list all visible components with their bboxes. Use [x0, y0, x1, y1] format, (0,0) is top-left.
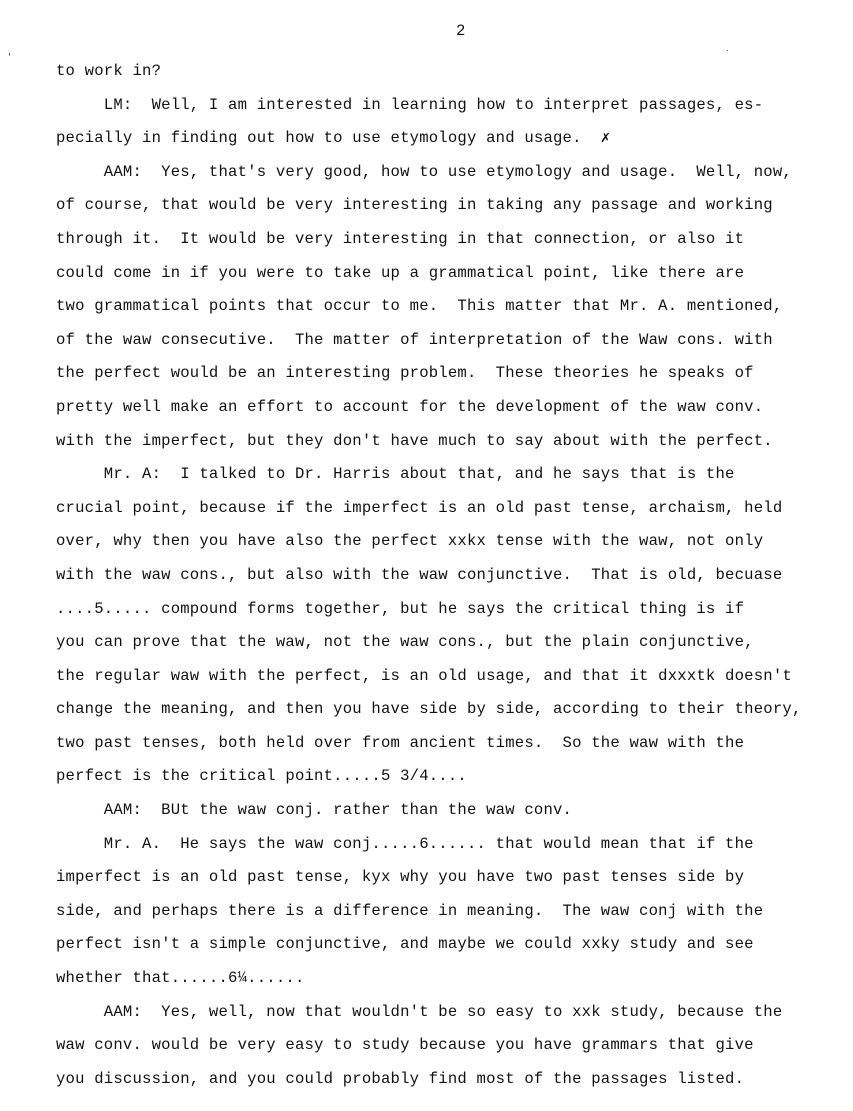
text-line: side, and perhaps there is a difference in meaning. The waw conj with the	[56, 901, 764, 920]
text-line: waw conv. would be very easy to study because you have grammars that give	[56, 1036, 754, 1055]
text-line: through it. It would be very interesting in that connection, or also it	[56, 229, 745, 248]
text-line: with the imperfect, but they don't have much to say about with the perfect.	[56, 431, 773, 450]
text-line: two grammatical points that occur to me. This matter that Mr. A. mentioned,	[56, 297, 783, 316]
text-line: pretty well make an effort to account for the development of the waw conv.	[56, 397, 764, 416]
text-line: could come in if you were to take up a grammatical point, like there are	[56, 263, 745, 282]
text-line: two past tenses, both held over from ancient times. So the waw with the	[56, 733, 745, 752]
text-line: ....5..... compound forms together, but he says the critical thing is if	[56, 599, 745, 618]
text-line: with the waw cons., but also with the waw conjunctive. That is old, becuase	[56, 565, 783, 584]
text-line: whether that......6¼......	[56, 969, 305, 988]
text-line: change the meaning, and then you have side by side, according to their theory,	[56, 700, 802, 719]
transcript-body	[56, 55, 846, 1096]
text-line: imperfect is an old past tense, kyx why you have two past tenses side by	[56, 868, 745, 887]
text-line: you discussion, and you could probably find most of the passages listed.	[56, 1069, 745, 1088]
text-line: to work in?	[56, 62, 162, 80]
text-line: you can prove that the waw, not the waw cons., but the plain conjunctive,	[56, 633, 754, 652]
text-line: perfect is the critical point.....5 3/4....	[56, 767, 467, 786]
text-line: of the waw consecutive. The matter of interpretation of the Waw cons. with	[56, 330, 773, 349]
text-line: crucial point, because if the imperfect is an old past tense, archaism, held	[56, 498, 783, 517]
stray-dot: .	[726, 44, 729, 53]
text-line: LM: Well, I am interested in learning how to interpret passages, es-	[56, 95, 764, 114]
text-line: AAM: BUt the waw conj. rather than the waw conv.	[56, 801, 573, 820]
text-line: Mr. A: I talked to Dr. Harris about that, and he says that is the	[56, 465, 735, 484]
text-line: AAM: Yes, well, now that wouldn't be so easy to xxk study, because the	[56, 1002, 783, 1021]
page-number: 2	[456, 22, 466, 40]
stray-mark: '	[8, 52, 11, 63]
text-line: perfect isn't a simple conjunctive, and maybe we could xxky study and see	[56, 935, 754, 954]
text-line: the regular waw with the perfect, is an old usage, and that it dxxxtk doesn't	[56, 666, 792, 685]
text-line: the perfect would be an interesting problem. These theories he speaks of	[56, 364, 754, 383]
text-line: Mr. A. He says the waw conj.....6...... that would mean that if the	[56, 834, 754, 853]
text-line: pecially in finding out how to use etymology and usage. ✗	[56, 129, 611, 148]
text-line: of course, that would be very interesting in taking any passage and working	[56, 196, 773, 215]
text-line: AAM: Yes, that's very good, how to use etymology and usage. Well, now,	[56, 162, 792, 181]
text-line: over, why then you have also the perfect xxkx tense with the waw, not only	[56, 532, 764, 551]
